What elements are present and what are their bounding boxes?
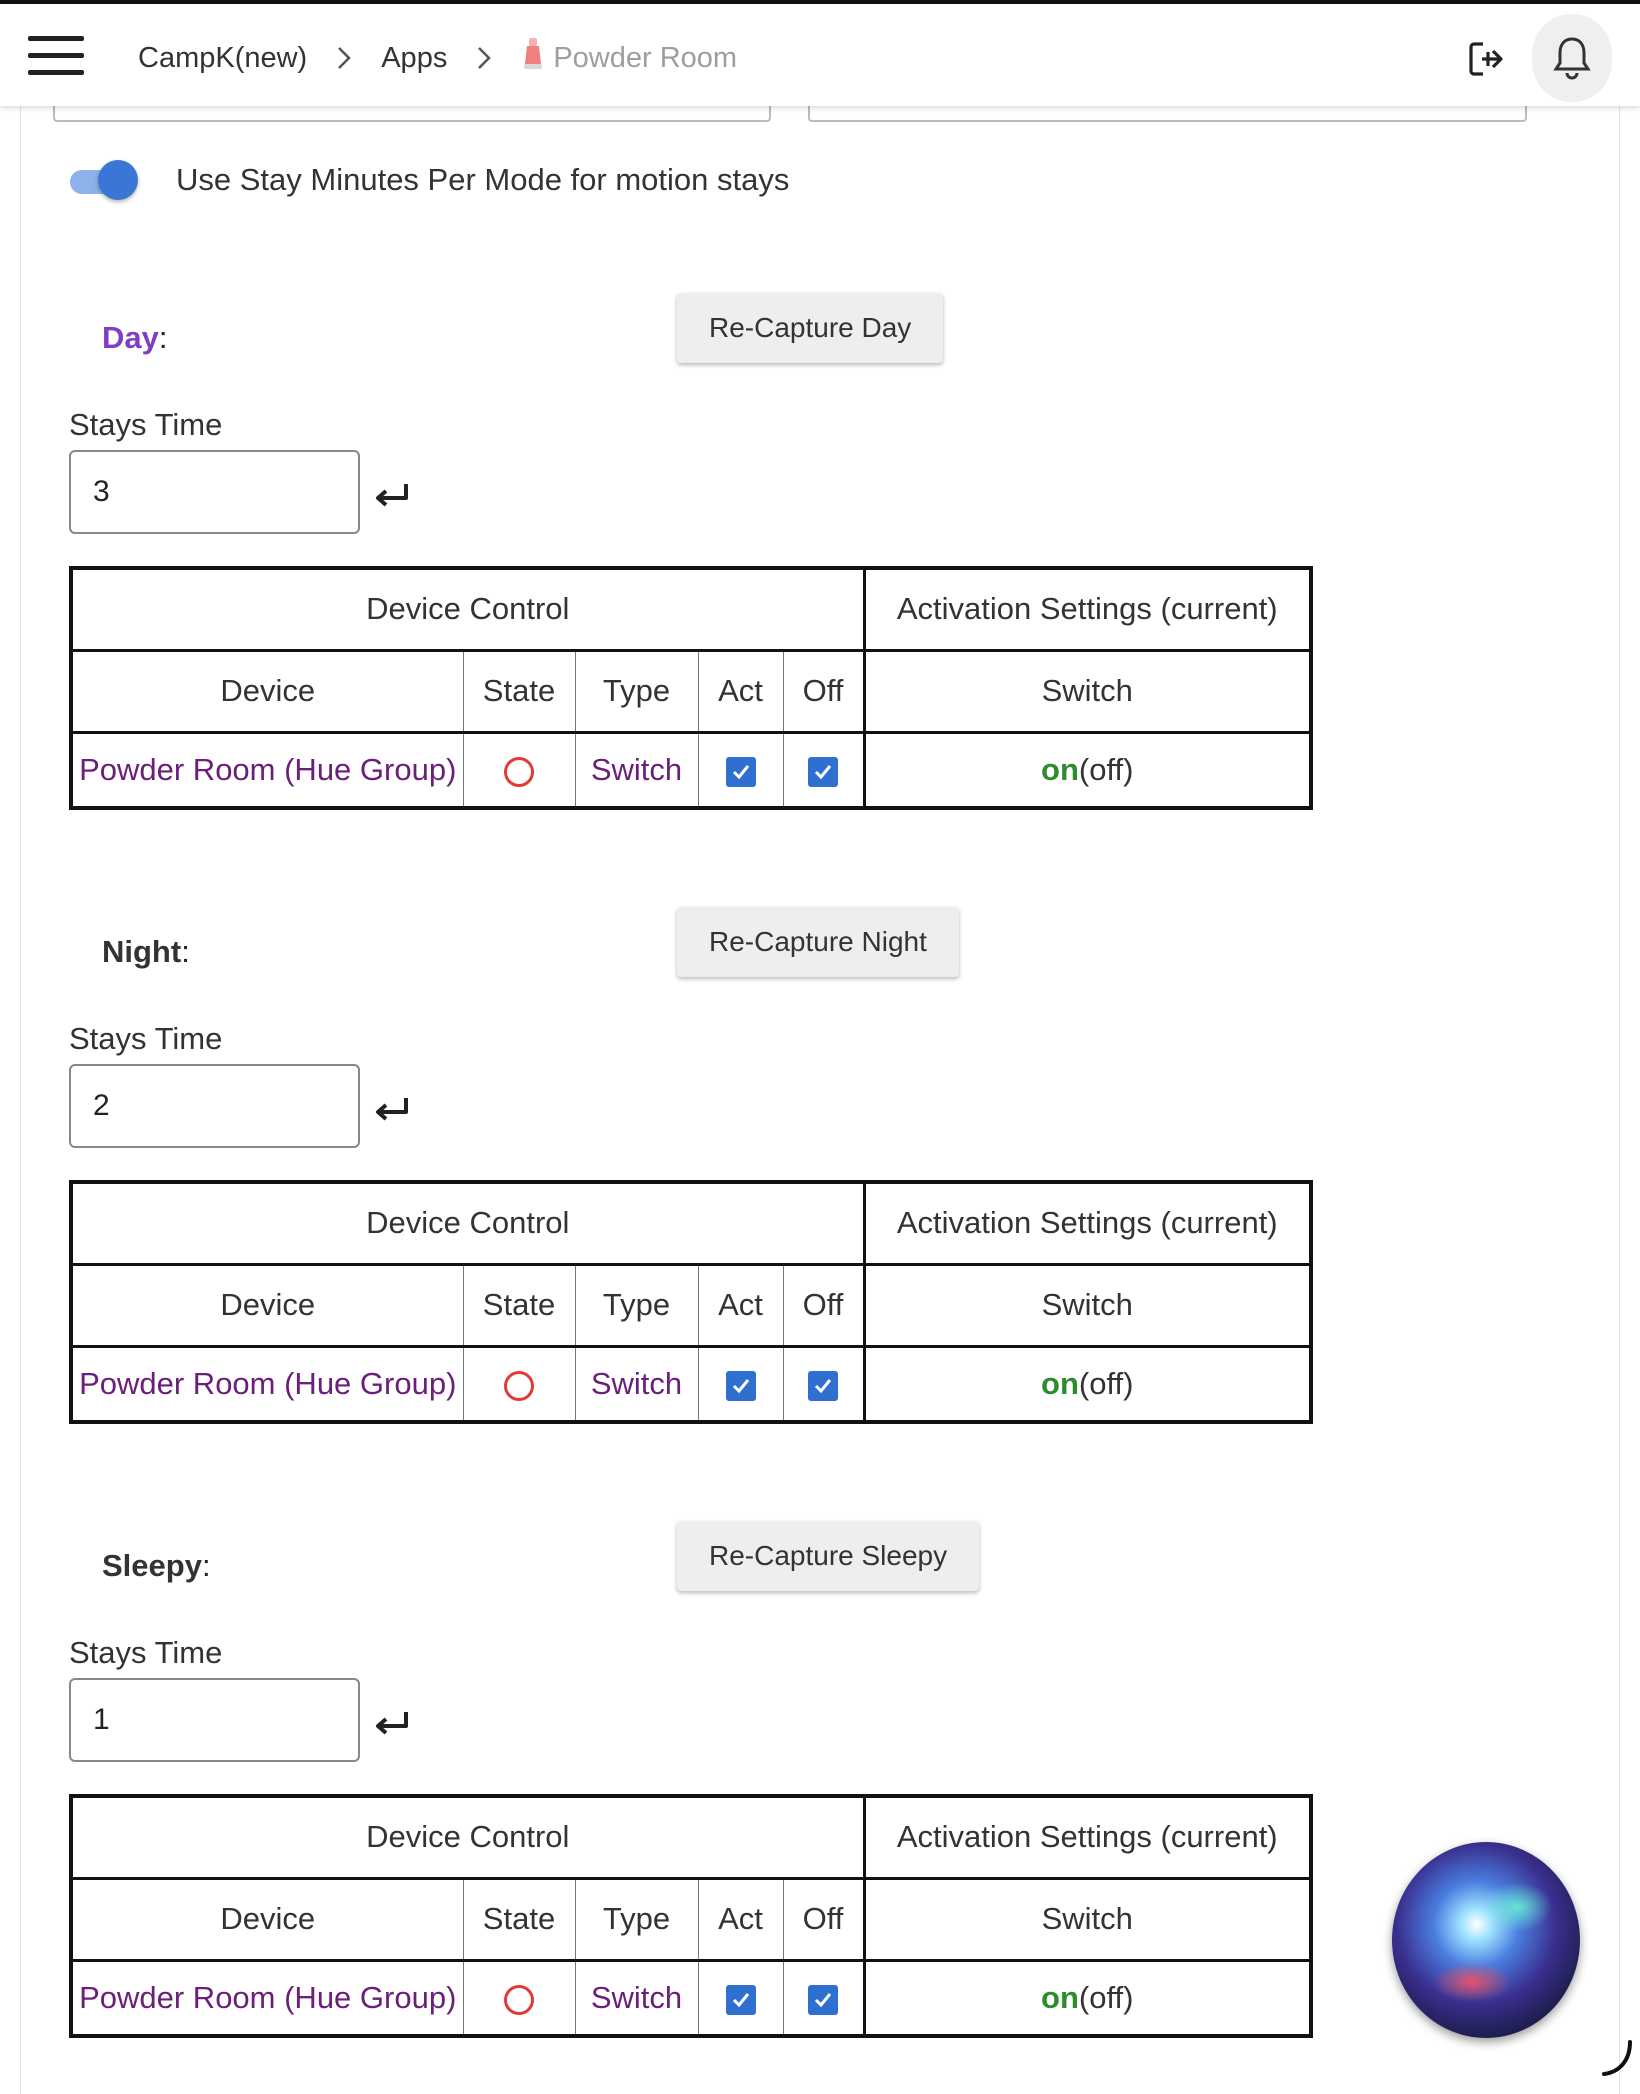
- enter-icon[interactable]: [372, 480, 412, 514]
- off-checkbox[interactable]: [808, 1371, 838, 1401]
- breadcrumb-current: [521, 36, 737, 80]
- stays-time-label: Stays Time: [69, 1635, 223, 1670]
- col-off: Off: [783, 650, 864, 732]
- table-row: [71, 732, 1311, 808]
- table-row: [71, 1346, 1311, 1422]
- siri-orb-icon[interactable]: [1392, 1842, 1580, 2038]
- notifications-button[interactable]: [1532, 14, 1612, 102]
- col-state: State: [463, 650, 575, 732]
- switch-setting[interactable]: on(off): [864, 732, 1311, 808]
- col-type: Type: [575, 650, 698, 732]
- bell-icon: [1552, 35, 1592, 81]
- chevron-right-icon: [475, 44, 493, 72]
- device-control-table-night: [69, 1180, 1313, 1424]
- act-checkbox[interactable]: [726, 1985, 756, 2015]
- top-bar: [0, 0, 1640, 106]
- chevron-right-icon: [335, 44, 353, 72]
- mode-label-sleepy: Sleepy:: [102, 1548, 211, 1583]
- stays-time-input-sleepy[interactable]: [69, 1678, 360, 1762]
- col-state: State: [463, 1264, 575, 1346]
- device-link[interactable]: Powder Room (Hue Group): [79, 1365, 457, 1401]
- activation-settings-header: Activation Settings (current): [864, 1796, 1311, 1878]
- type-link[interactable]: Switch: [590, 1365, 683, 1401]
- col-device: Device: [71, 650, 463, 732]
- col-off: Off: [783, 1264, 864, 1346]
- device-link[interactable]: Powder Room (Hue Group): [79, 1979, 457, 2015]
- state-off-icon: [504, 1985, 534, 2015]
- col-device: Device: [71, 1264, 463, 1346]
- col-type: Type: [575, 1264, 698, 1346]
- device-control-table-day: [69, 566, 1313, 810]
- stays-time-input-night[interactable]: [69, 1064, 360, 1148]
- col-act: Act: [698, 1878, 783, 1960]
- stays-time-label: Stays Time: [69, 1021, 223, 1056]
- device-control-table-sleepy: [69, 1794, 1313, 2038]
- type-link[interactable]: Switch: [590, 1979, 683, 2015]
- act-checkbox[interactable]: [726, 757, 756, 787]
- mode-label-night: Night:: [102, 934, 190, 969]
- col-switch: Switch: [864, 650, 1311, 732]
- act-checkbox[interactable]: [726, 1371, 756, 1401]
- state-off-icon: [504, 1371, 534, 1401]
- col-switch: Switch: [864, 1264, 1311, 1346]
- breadcrumb-hub[interactable]: CampK(new): [138, 41, 308, 74]
- mode-label-day: Day:: [102, 320, 168, 355]
- recapture-night-button[interactable]: Re-Capture Night: [677, 907, 959, 977]
- recapture-sleepy-button[interactable]: Re-Capture Sleepy: [677, 1521, 979, 1591]
- activation-settings-header: Activation Settings (current): [864, 568, 1311, 650]
- recapture-day-button[interactable]: Re-Capture Day: [677, 293, 943, 363]
- enter-icon[interactable]: [372, 1094, 412, 1128]
- device-control-header: Device Control: [71, 1182, 864, 1264]
- device-link[interactable]: Powder Room (Hue Group): [79, 751, 457, 787]
- device-control-header: Device Control: [71, 1796, 864, 1878]
- breadcrumb-current-label: Powder Room: [553, 41, 738, 74]
- loading-spinner-icon: [1600, 2038, 1634, 2078]
- col-off: Off: [783, 1878, 864, 1960]
- stay-minutes-toggle[interactable]: [68, 156, 140, 204]
- col-act: Act: [698, 1264, 783, 1346]
- enter-icon[interactable]: [372, 1708, 412, 1742]
- col-state: State: [463, 1878, 575, 1960]
- stay-minutes-toggle-row: [68, 156, 789, 204]
- col-switch: Switch: [864, 1878, 1311, 1960]
- switch-setting[interactable]: on(off): [864, 1960, 1311, 2036]
- device-control-header: Device Control: [71, 568, 864, 650]
- stays-time-input-day[interactable]: [69, 450, 360, 534]
- table-row: [71, 1960, 1311, 2036]
- col-type: Type: [575, 1878, 698, 1960]
- switch-setting[interactable]: on(off): [864, 1346, 1311, 1422]
- type-link[interactable]: Switch: [590, 751, 683, 787]
- state-off-icon: [504, 757, 534, 787]
- stays-time-label: Stays Time: [69, 407, 223, 442]
- col-act: Act: [698, 650, 783, 732]
- breadcrumb-apps[interactable]: Apps: [381, 41, 448, 74]
- col-device: Device: [71, 1878, 463, 1960]
- stay-minutes-toggle-label: Use Stay Minutes Per Mode for motion stays: [176, 162, 790, 197]
- lamp-icon: [521, 36, 545, 80]
- breadcrumb: [138, 36, 737, 80]
- off-checkbox[interactable]: [808, 757, 838, 787]
- off-checkbox[interactable]: [808, 1985, 838, 2015]
- logout-icon[interactable]: [1466, 38, 1508, 80]
- activation-settings-header: Activation Settings (current): [864, 1182, 1311, 1264]
- menu-icon[interactable]: [28, 36, 84, 76]
